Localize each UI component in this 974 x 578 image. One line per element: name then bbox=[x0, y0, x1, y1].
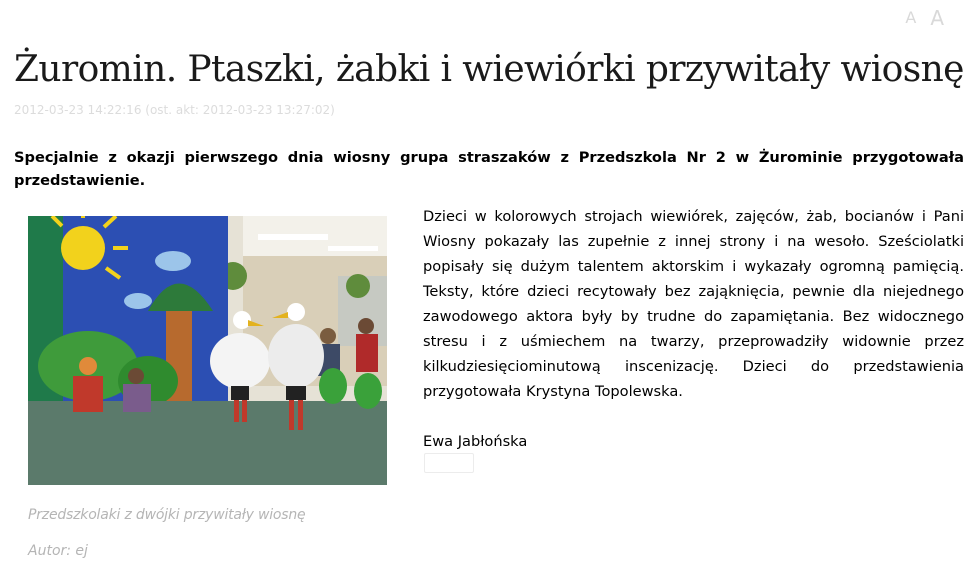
photo-caption: Przedszkolaki z dwójki przywitały wiosnę bbox=[28, 507, 306, 523]
font-size-toolbar bbox=[905, 8, 944, 28]
kindergarten-performance-image bbox=[28, 216, 387, 485]
photo-author: Autor: ej bbox=[28, 543, 88, 559]
article-title: Żuromin. Ptaszki, żabki i wiewiórki przywitały wiosnę bbox=[14, 49, 964, 90]
article-dateline: 2012-03-23 14:22:16 (ost. akt: 2012-03-23 13:27:02) bbox=[14, 103, 335, 117]
font-increase-button[interactable]: A bbox=[930, 6, 944, 30]
article-photo[interactable] bbox=[28, 216, 387, 485]
article-lead: Specjalnie z okazji pierwszego dnia wiosny grupa straszaków z Przedszkola Nr 2 w Żurominie przygotowała przedstawienie. bbox=[14, 149, 964, 189]
article-author: Ewa Jabłońska bbox=[423, 433, 528, 450]
article-body: Dzieci w kolorowych strojach wiewiórek, zajęców, żab, bocianów i Pani Wiosny pokazały las zupełnie z innej strony i na wesoło. Sześciolatki popisały się dużym talentem aktorskim i wykazały ogromną pamięcią. Teksty, które dzieci recytowały bez zająknięcia, pewnie dla niejednego zawodowego aktora były by trudne do zapamiętania. Bez widocznego stresu i z uśmiechem na twarzy, przeprowadziły widownie przez kilkudziesięciominutową inscenizację. Dzieci do przedstawienia przygotowała Krystyna Topolewska. bbox=[423, 208, 964, 400]
share-widget[interactable] bbox=[424, 453, 474, 473]
font-decrease-button[interactable]: A bbox=[905, 8, 917, 27]
